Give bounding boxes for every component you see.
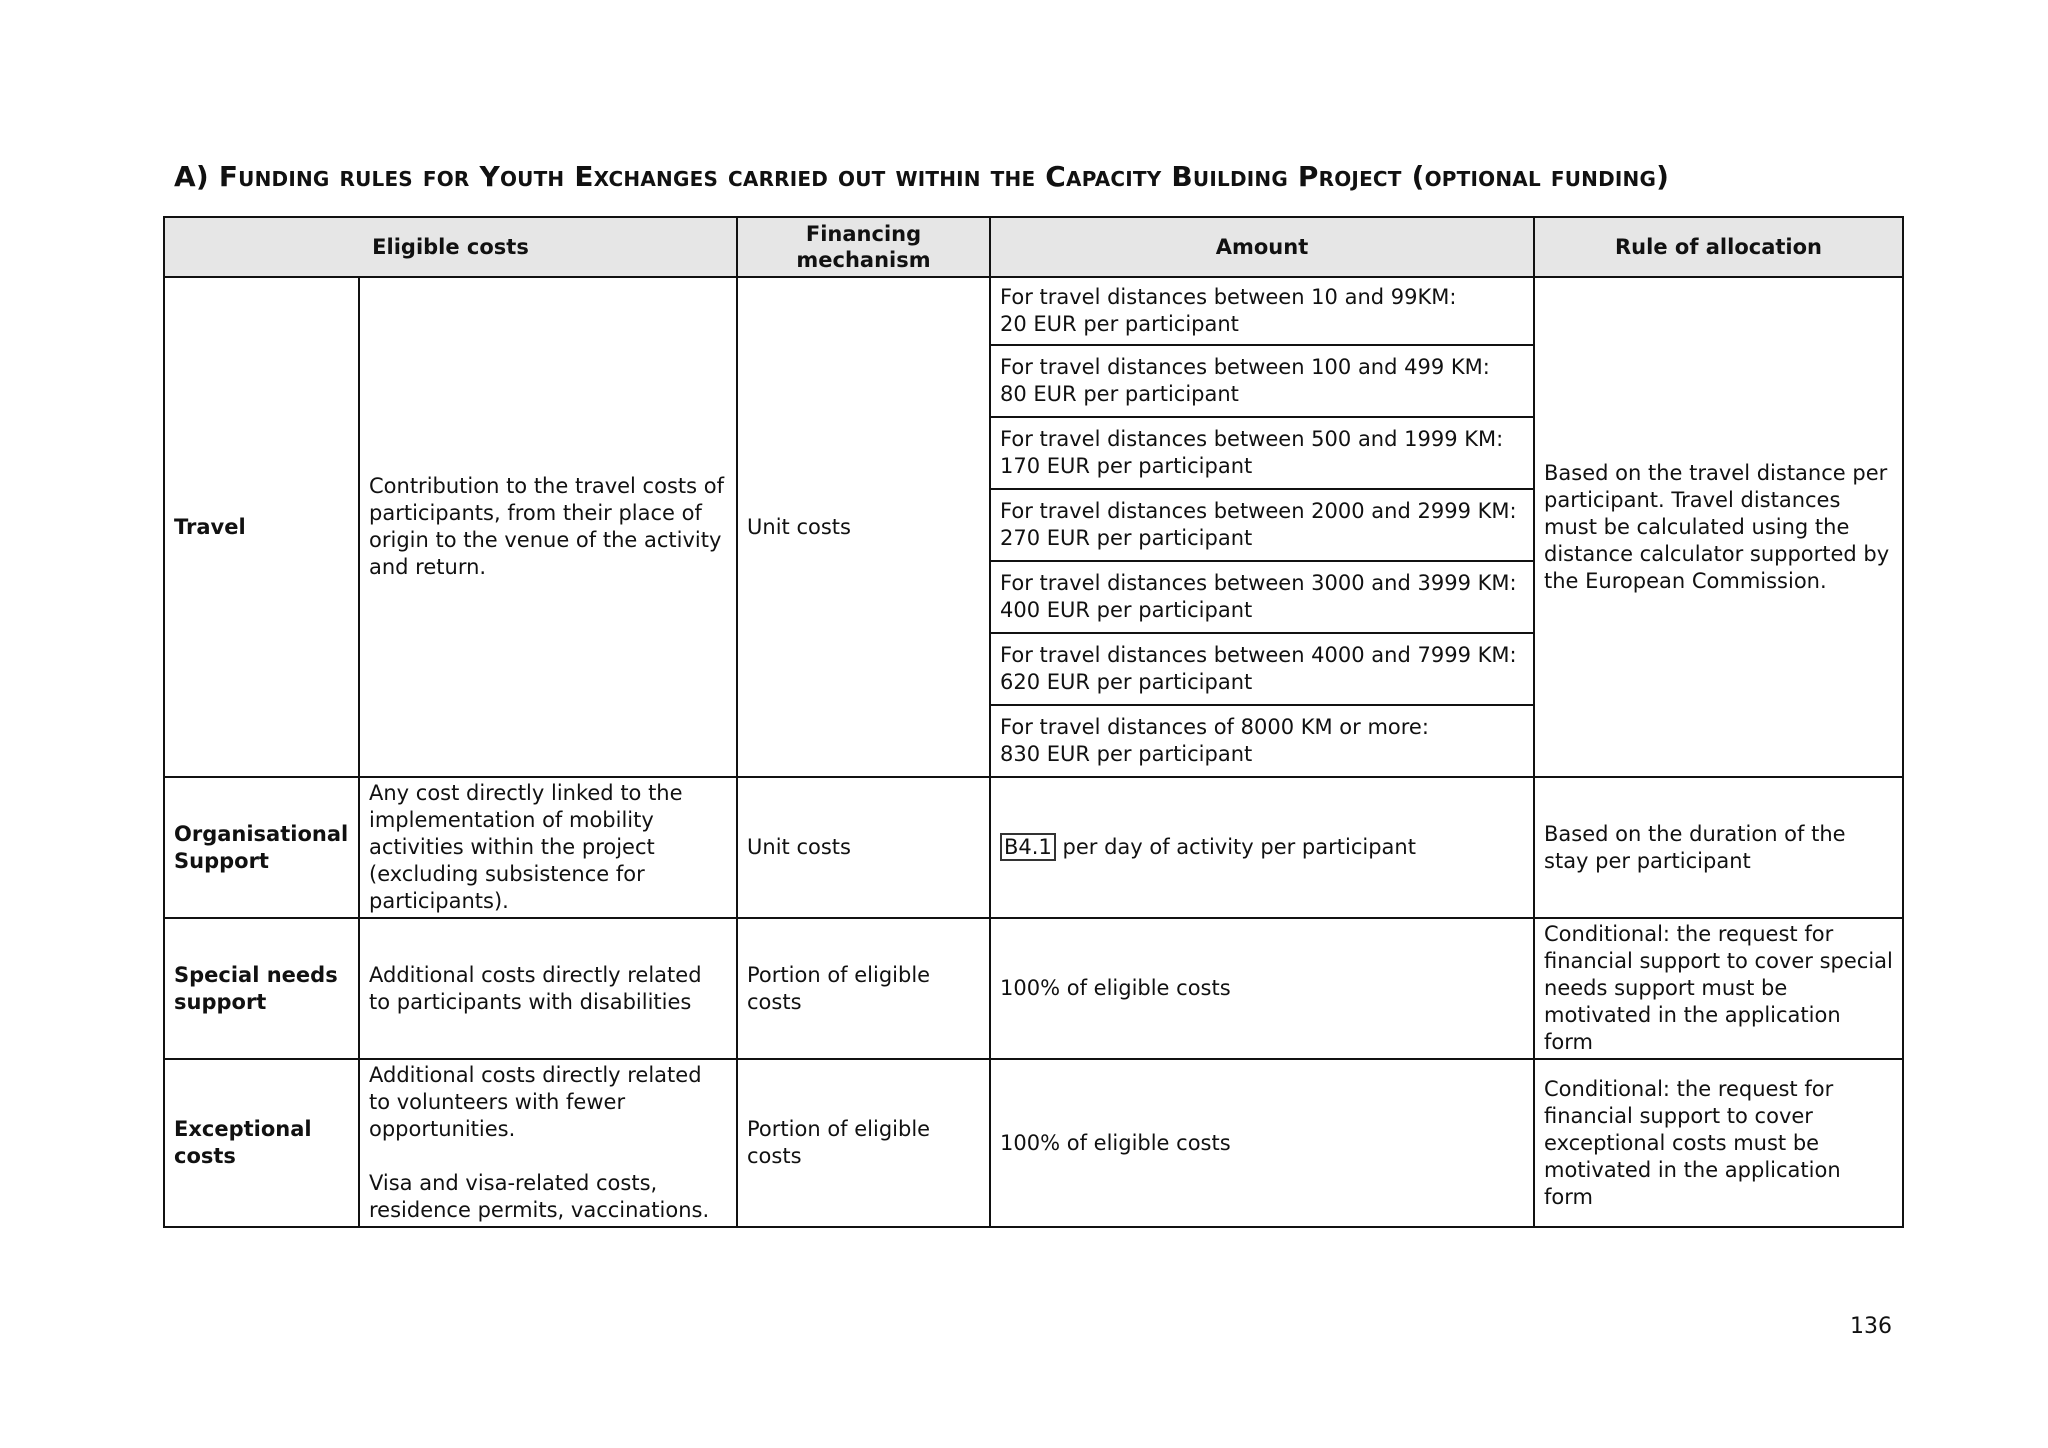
organisational-support-category: Organisational Support [164,777,359,918]
exceptional-costs-amount: 100% of eligible costs [990,1059,1534,1227]
travel-mechanism: Unit costs [737,277,990,777]
travel-band-range: For travel distances between 100 and 499 KM: [1000,355,1490,379]
header-eligible-costs: Eligible costs [164,217,737,277]
header-rule-of-allocation: Rule of allocation [1534,217,1903,277]
table-row-exceptional-costs [164,1059,1903,1227]
organisational-support-amount-text: per day of activity per participant [1062,835,1416,859]
travel-band [990,705,1534,777]
travel-band-range: For travel distances between 2000 and 2999 KM: [1000,499,1517,523]
organisational-support-amount [990,777,1534,918]
special-needs-rule: Conditional: the request for financial support to cover special needs support must be motivated in the application form [1534,918,1903,1059]
travel-band-range: For travel distances between 4000 and 7999 KM: [1000,643,1517,667]
special-needs-category: Special needs support [164,918,359,1059]
header-financing-mechanism: Financing mechanism [737,217,990,277]
exceptional-costs-description-2: Visa and visa-related costs, residence permits, vaccinations. [369,1171,710,1222]
travel-band-range: For travel distances between 500 and 1999 KM: [1000,427,1504,451]
travel-band [990,633,1534,705]
travel-band-amount: 270 EUR per participant [1000,526,1253,550]
travel-band-amount: 830 EUR per participant [1000,742,1253,766]
travel-band-amount: 620 EUR per participant [1000,670,1253,694]
travel-band-amount: 80 EUR per participant [1000,382,1239,406]
organisational-support-rule: Based on the duration of the stay per participant [1534,777,1903,918]
exceptional-costs-category: Exceptional costs [164,1059,359,1227]
table-row-travel [164,277,1903,345]
organisational-support-description: Any cost directly linked to the implementation of mobility activities within the project (excluding subsistence for participants). [359,777,737,918]
exceptional-costs-description-1: Additional costs directly related to volunteers with fewer opportunities. [369,1063,702,1141]
table-row-special-needs [164,918,1903,1059]
header-amount: Amount [990,217,1534,277]
travel-rule: Based on the travel distance per participant. Travel distances must be calculated using the distance calculator supported by the European Commission. [1534,277,1903,777]
travel-band [990,489,1534,561]
exceptional-costs-description [359,1059,737,1227]
travel-band-amount: 400 EUR per participant [1000,598,1253,622]
travel-band [990,417,1534,489]
exceptional-costs-mechanism: Portion of eligible costs [737,1059,990,1227]
travel-category: Travel [164,277,359,777]
page-number: 136 [1850,1314,1892,1339]
travel-band-amount: 20 EUR per participant [1000,312,1239,336]
special-needs-mechanism: Portion of eligible costs [737,918,990,1059]
exceptional-costs-rule: Conditional: the request for financial support to cover exceptional costs must be motivated in the application form [1534,1059,1903,1227]
travel-band-range: For travel distances between 3000 and 3999 KM: [1000,571,1517,595]
funding-rules-table [163,216,1904,1228]
travel-description: Contribution to the travel costs of participants, from their place of origin to the venue of the activity and return. [359,277,737,777]
organisational-support-mechanism: Unit costs [737,777,990,918]
travel-band-amount: 170 EUR per participant [1000,454,1253,478]
special-needs-description: Additional costs directly related to participants with disabilities [359,918,737,1059]
table-header-row [164,217,1903,277]
table-row-organisational-support [164,777,1903,918]
page-title: A) Funding rules for Youth Exchanges carried out within the Capacity Building Project (optional funding) [174,160,1670,193]
travel-band [990,277,1534,345]
travel-band [990,561,1534,633]
travel-band [990,345,1534,417]
special-needs-amount: 100% of eligible costs [990,918,1534,1059]
travel-band-range: For travel distances of 8000 KM or more: [1000,715,1429,739]
travel-band-range: For travel distances between 10 and 99KM: [1000,285,1457,309]
unit-cost-reference: B4.1 [1000,833,1056,861]
